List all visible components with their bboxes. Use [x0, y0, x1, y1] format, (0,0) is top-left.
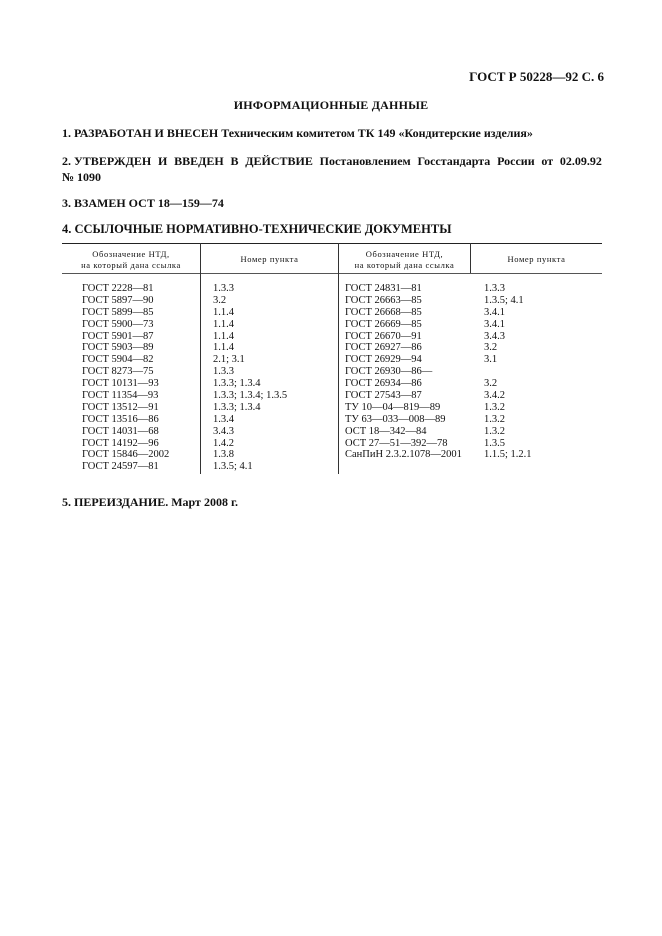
section-approved-line1	[62, 153, 602, 169]
table-cell-clause: 3.2	[484, 342, 498, 354]
section-developed: 1. РАЗРАБОТАН И ВНЕСЕН Техническим комитетом ТК 149 «Кондитерские изделия»	[62, 126, 533, 140]
table-cell-clause: 3.4.1	[484, 306, 505, 318]
table-cell-clause: 1.1.5; 1.2.1	[484, 449, 532, 461]
table-cell-designation: ГОСТ 5901—87	[82, 330, 154, 342]
table-cell-clause: 3.4.3	[484, 330, 505, 342]
table-cell-designation: ГОСТ 5899—85	[82, 306, 154, 318]
table-cell-designation: ГОСТ 13512—91	[82, 401, 159, 413]
table-cell-clause: 1.3.3	[484, 283, 505, 294]
approved-word: 2. УТВЕРЖДЕН	[62, 154, 152, 168]
table-cell-designation: ГОСТ 11354—93	[82, 390, 159, 402]
left-designation-header: Обозначение НТД, на который дана ссылка	[81, 249, 181, 270]
table-cell-clause	[484, 366, 532, 378]
table-cell-designation: ОСТ 27—51—392—78	[345, 437, 448, 449]
table-cell-clause: 1.1.4	[213, 342, 234, 354]
section-reissue: 5. ПЕРЕИЗДАНИЕ. Март 2008 г.	[62, 495, 239, 509]
right-clause-header: Номер пункта	[507, 254, 566, 264]
table-cell-designation: ГОСТ 26930—86—	[345, 366, 433, 378]
table-cell-clause: 3.2	[484, 378, 498, 390]
table-cell-designation: ГОСТ 14031—68	[82, 425, 159, 437]
table-cell-designation: ГОСТ 8273—75	[82, 366, 154, 378]
table-cell-clause: 3.4.1	[484, 318, 505, 330]
section-replaces: 3. ВЗАМЕН ОСТ 18—159—74	[62, 196, 224, 210]
table-cell-clause: 3.1	[484, 354, 498, 366]
left-clause-header: Номер пункта	[240, 254, 299, 264]
section-references: 4. ССЫЛОЧНЫЕ НОРМАТИВНО-ТЕХНИЧЕСКИЕ ДОКУМЕНТЫ	[62, 222, 452, 236]
approved-word: Госстандарта	[417, 154, 491, 168]
approved-word: от	[541, 154, 554, 168]
table-cell-clause: 1.3.5; 4.1	[484, 294, 524, 306]
page-header: ГОСТ Р 50228—92 С. 6	[469, 69, 604, 84]
table-cell-designation: ТУ 63—033—008—89	[345, 413, 446, 425]
table-cell-designation: ОСТ 18—342—84	[345, 425, 427, 437]
table-cell-designation: ГОСТ 15846—2002	[82, 449, 170, 461]
table-cell-designation: ТУ 10—04—819—89	[345, 401, 441, 413]
references-table	[62, 243, 602, 474]
table-cell-clause: 2.1; 3.1	[213, 354, 245, 366]
table-cell-designation: ГОСТ 27543—87	[345, 390, 422, 402]
table-cell-designation: ГОСТ 26670—91	[345, 330, 422, 342]
column-divider	[200, 243, 201, 474]
table-cell-designation: ГОСТ 14192—96	[82, 437, 159, 449]
table-cell-clause: 1.3.2	[484, 413, 505, 425]
table-cell-designation: СанПиН 2.3.2.1078—2001	[345, 449, 462, 461]
table-cell-clause: 1.3.3; 1.3.4	[213, 401, 261, 413]
approved-word: 02.09.92	[559, 154, 602, 168]
left-designation-column	[82, 283, 169, 473]
table-cell-designation: ГОСТ 10131—93	[82, 378, 159, 390]
approved-word: И	[157, 154, 168, 168]
table-cell-clause: 1.3.5	[484, 437, 505, 449]
approved-word: ВВЕДЕН	[174, 154, 224, 168]
column-divider	[338, 243, 339, 474]
table-cell-clause: 1.1.4	[213, 330, 234, 342]
table-cell-clause: 1.3.5; 4.1	[213, 461, 253, 473]
table-cell-designation: ГОСТ 5903—89	[82, 342, 154, 354]
table-cell-designation: ГОСТ 5904—82	[82, 354, 154, 366]
table-cell-designation: ГОСТ 5897—90	[82, 294, 154, 306]
section-approved-line2: № 1090	[62, 170, 102, 184]
approved-word: В	[230, 154, 239, 168]
table-cell-designation: ГОСТ 2228—81	[82, 283, 154, 294]
table-cell-designation: ГОСТ 26663—85	[345, 294, 422, 306]
table-top-rule	[62, 243, 602, 244]
table-cell-clause: 3.4.2	[484, 390, 505, 402]
table-cell-clause: 1.4.2	[213, 437, 234, 449]
table-cell-clause: 1.3.2	[484, 401, 505, 413]
approved-word: ДЕЙСТВИЕ	[245, 154, 313, 168]
table-cell-designation: ГОСТ 26929—94	[345, 354, 422, 366]
table-cell-designation: ГОСТ 24831—81	[345, 283, 422, 294]
table-cell-clause: 1.3.3	[213, 283, 234, 294]
table-cell-clause: 1.3.4	[213, 413, 234, 425]
table-cell-designation: ГОСТ 26934—86	[345, 378, 422, 390]
table-cell-clause: 1.1.4	[213, 318, 234, 330]
table-cell-clause: 1.1.4	[213, 306, 234, 318]
table-cell-clause: 1.3.2	[484, 425, 505, 437]
table-cell-designation: ГОСТ 26927—86	[345, 342, 422, 354]
table-cell-designation: ГОСТ 26668—85	[345, 306, 422, 318]
table-cell-clause: 1.3.3; 1.3.4	[213, 378, 261, 390]
table-cell-designation: ГОСТ 24597—81	[82, 461, 159, 473]
table-cell-clause: 1.3.8	[213, 449, 234, 461]
table-cell-designation: ГОСТ 26669—85	[345, 318, 422, 330]
table-cell-clause: 1.3.3; 1.3.4; 1.3.5	[213, 390, 288, 402]
table-cell-clause: 3.2	[213, 294, 227, 306]
approved-word: России	[497, 154, 535, 168]
table-cell-designation: ГОСТ 5900—73	[82, 318, 154, 330]
section-approved	[62, 153, 602, 185]
table-cell-clause: 1.3.3	[213, 366, 234, 378]
table-cell-clause: 3.4.3	[213, 425, 234, 437]
right-clause-column	[484, 283, 532, 461]
table-header-rule	[62, 273, 602, 274]
page-title: ИНФОРМАЦИОННЫЕ ДАННЫЕ	[233, 98, 429, 112]
left-clause-column	[213, 283, 287, 473]
table-cell-designation: ГОСТ 13516—86	[82, 413, 159, 425]
approved-word: Постановлением	[319, 154, 411, 168]
right-designation-column	[345, 283, 462, 461]
right-designation-header: Обозначение НТД, на который дана ссылка	[354, 249, 455, 270]
